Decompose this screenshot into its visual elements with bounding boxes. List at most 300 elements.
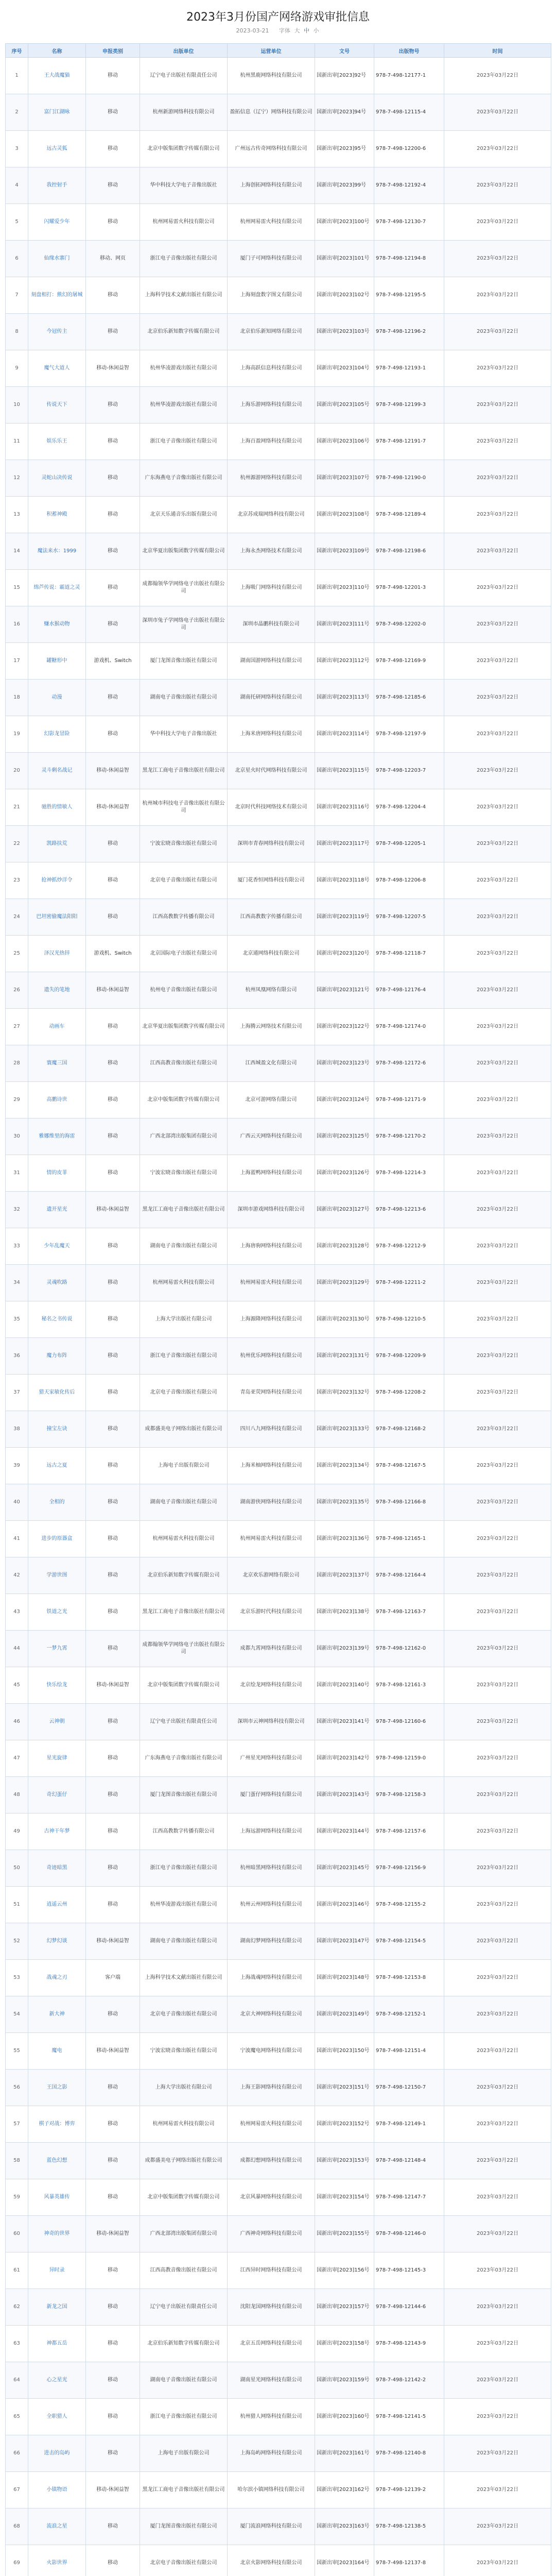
cell-game-name: 魔气大道人 — [28, 350, 86, 387]
cell-document-no: 国新出审[2023]157号 — [315, 2289, 374, 2326]
cell-document-no: 国新出审[2023]105号 — [315, 387, 374, 423]
cell-game-name: 新龙之国 — [28, 2289, 86, 2326]
cell-game-name: 王国之影 — [28, 2070, 86, 2106]
table-row — [6, 1996, 551, 2033]
table-row — [6, 643, 551, 680]
cell-index: 62 — [6, 2289, 28, 2326]
cell-isbn: 978-7-498-12193-1 — [374, 350, 444, 387]
cell-date: 2023年03月22日 — [444, 1411, 551, 1448]
cell-index: 53 — [6, 1960, 28, 1996]
cell-isbn: 978-7-498-12146-0 — [374, 2216, 444, 2252]
cell-index: 44 — [6, 1631, 28, 1667]
col-header-operator: 运营单位 — [228, 44, 315, 58]
cell-isbn: 978-7-498-12145-3 — [374, 2252, 444, 2289]
cell-publisher: 杭州网易雷火科技有限公司 — [140, 204, 228, 241]
cell-index: 10 — [6, 387, 28, 423]
cell-document-no: 国新出审[2023]150号 — [315, 2033, 374, 2070]
cell-date: 2023年03月22日 — [444, 1301, 551, 1338]
cell-publisher: 宁波宏晓音像出版社有限公司 — [140, 826, 228, 862]
cell-document-no: 国新出审[2023]156号 — [315, 2252, 374, 2289]
cell-operator: 上海创拓网络科技有限公司 — [228, 167, 315, 204]
font-size-large[interactable]: 大 — [294, 27, 300, 34]
table-row — [6, 1448, 551, 1484]
cell-game-name: 我控射手 — [28, 167, 86, 204]
cell-category: 移动 — [86, 899, 140, 936]
cell-category: 移动-休闲益智 — [86, 1192, 140, 1228]
cell-game-name: 奇迹暗黑 — [28, 1850, 86, 1887]
cell-index: 22 — [6, 826, 28, 862]
cell-publisher: 黑龙江工商电子音像出版社有限公司 — [140, 1192, 228, 1228]
table-row — [6, 753, 551, 789]
cell-isbn: 978-7-498-12209-9 — [374, 1338, 444, 1375]
cell-operator: 北京欢乐游网络有限公司 — [228, 1557, 315, 1594]
cell-category: 移动-休闲益智 — [86, 789, 140, 826]
cell-game-name: 传说天下 — [28, 387, 86, 423]
cell-isbn: 978-7-498-12157-6 — [374, 1814, 444, 1850]
cell-publisher: 北京中版集团数字传媒有限公司 — [140, 1667, 228, 1704]
cell-date: 2023年03月22日 — [444, 460, 551, 497]
cell-game-name: 星光旋律 — [28, 1740, 86, 1777]
cell-operator: 上海乐游网络科技有限公司 — [228, 387, 315, 423]
cell-document-no: 国新出审[2023]148号 — [315, 1960, 374, 1996]
cell-isbn: 978-7-498-12202-0 — [374, 606, 444, 643]
cell-isbn: 978-7-498-12155-2 — [374, 1887, 444, 1923]
cell-document-no: 国新出审[2023]159号 — [315, 2362, 374, 2399]
cell-index: 21 — [6, 789, 28, 826]
cell-operator: 上海腾云网络技术有限公司 — [228, 1009, 315, 1045]
cell-operator: 北京伯乐新知网络有限公司 — [228, 314, 315, 350]
cell-publisher: 成都盛美电子网络出版社有限公司 — [140, 1411, 228, 1448]
cell-isbn: 978-7-498-12165-1 — [374, 1521, 444, 1557]
table-row — [6, 972, 551, 1009]
cell-game-name: 泽汉光热锌 — [28, 936, 86, 972]
cell-game-name: 罐糖形中 — [28, 643, 86, 680]
table-row — [6, 2106, 551, 2143]
cell-category: 移动 — [86, 1155, 140, 1192]
cell-isbn: 978-7-498-12172-6 — [374, 1045, 444, 1082]
cell-game-name: 今冠传主 — [28, 314, 86, 350]
cell-category: 移动 — [86, 533, 140, 570]
cell-category: 移动-休闲益智 — [86, 350, 140, 387]
table-header-row — [6, 44, 551, 58]
cell-index: 15 — [6, 570, 28, 606]
cell-date: 2023年03月22日 — [444, 2216, 551, 2252]
cell-operator: 杭州云州网络科技有限公司 — [228, 1887, 315, 1923]
cell-isbn: 978-7-498-12139-2 — [374, 2472, 444, 2509]
font-label: 字体 — [279, 27, 290, 34]
cell-isbn: 978-7-498-12153-8 — [374, 1960, 444, 1996]
cell-index: 2 — [6, 94, 28, 131]
cell-document-no: 国新出审[2023]135号 — [315, 1484, 374, 1521]
table-row — [6, 204, 551, 241]
cell-category: 移动 — [86, 2362, 140, 2399]
cell-document-no: 国新出审[2023]110号 — [315, 570, 374, 606]
table-row — [6, 1814, 551, 1850]
cell-operator: 北京大神网络科技有限公司 — [228, 1996, 315, 2033]
cell-game-name: 棋子对战：博弈 — [28, 2106, 86, 2143]
cell-game-name: 魔力布阵 — [28, 1338, 86, 1375]
cell-game-name: 魔法来水：1999 — [28, 533, 86, 570]
cell-game-name: 仙缘水寨门 — [28, 241, 86, 277]
cell-date: 2023年03月22日 — [444, 1923, 551, 1960]
cell-game-name: 动漫 — [28, 680, 86, 716]
cell-game-name: 娱乐乐王 — [28, 423, 86, 460]
cell-date: 2023年03月22日 — [444, 2033, 551, 2070]
cell-publisher: 湖南电子音像出版社有限公司 — [140, 1228, 228, 1265]
cell-operator: 盈拓信息（辽宁）网络科技有限公司 — [228, 94, 315, 131]
cell-document-no: 国新出审[2023]136号 — [315, 1521, 374, 1557]
cell-game-name: 流浪之星 — [28, 2509, 86, 2545]
cell-category: 移动 — [86, 862, 140, 899]
cell-operator: 杭州黑鹿网络科技有限公司 — [228, 58, 315, 94]
cell-document-no: 国新出审[2023]161号 — [315, 2435, 374, 2472]
table-row — [6, 1118, 551, 1155]
cell-isbn: 978-7-498-12148-4 — [374, 2143, 444, 2179]
col-header-date: 时间 — [444, 44, 551, 58]
cell-document-no: 国新出审[2023]117号 — [315, 826, 374, 862]
cell-publisher: 浙江电子音像出版社有限公司 — [140, 1338, 228, 1375]
cell-operator: 北京通网络科技有限公司 — [228, 936, 315, 972]
cell-category: 游戏机、Switch — [86, 643, 140, 680]
cell-index: 60 — [6, 2216, 28, 2252]
cell-publisher: 辽宁电子出版社有限责任公司 — [140, 58, 228, 94]
cell-game-name: 王大战魔猫 — [28, 58, 86, 94]
table-row — [6, 2509, 551, 2545]
table-row — [6, 460, 551, 497]
cell-publisher: 广东海燕电子音像出版社有限公司 — [140, 460, 228, 497]
cell-document-no: 国新出审[2023]146号 — [315, 1887, 374, 1923]
cell-category: 移动 — [86, 2289, 140, 2326]
table-row — [6, 533, 551, 570]
cell-document-no: 国新出审[2023]144号 — [315, 1814, 374, 1850]
cell-operator: 杭州暗黑网络科技有限公司 — [228, 1850, 315, 1887]
cell-isbn: 978-7-498-12208-2 — [374, 1375, 444, 1411]
cell-operator: 江西高教数字传播有限公司 — [228, 899, 315, 936]
cell-category: 移动 — [86, 606, 140, 643]
cell-date: 2023年03月22日 — [444, 1777, 551, 1814]
cell-date: 2023年03月22日 — [444, 1045, 551, 1082]
cell-index: 66 — [6, 2435, 28, 2472]
cell-date: 2023年03月22日 — [444, 94, 551, 131]
cell-isbn: 978-7-498-12198-6 — [374, 533, 444, 570]
cell-category: 移动-休闲益智 — [86, 2216, 140, 2252]
cell-category: 移动 — [86, 1301, 140, 1338]
cell-index: 51 — [6, 1887, 28, 1923]
cell-game-name: 逍遥云州 — [28, 1887, 86, 1923]
cell-game-name: 风暴英雄传 — [28, 2179, 86, 2216]
table-row — [6, 2399, 551, 2435]
cell-publisher: 辽宁电子出版社有限责任公司 — [140, 2289, 228, 2326]
cell-isbn: 978-7-498-12213-6 — [374, 1192, 444, 1228]
cell-category: 移动 — [86, 2106, 140, 2143]
cell-operator: 上海吸门网络科技有限公司 — [228, 570, 315, 606]
cell-index: 41 — [6, 1521, 28, 1557]
cell-operator: 北京可游网络有限公司 — [228, 1082, 315, 1118]
cell-date: 2023年03月22日 — [444, 2545, 551, 2576]
cell-date: 2023年03月22日 — [444, 2509, 551, 2545]
cell-game-name: 铁道之光 — [28, 1594, 86, 1631]
cell-index: 28 — [6, 1045, 28, 1082]
cell-category: 移动 — [86, 716, 140, 753]
cell-operator: 深圳市游戏网络科技有限公司 — [228, 1192, 315, 1228]
cell-category: 移动-休闲益智 — [86, 1923, 140, 1960]
cell-category: 游戏机、Switch — [86, 936, 140, 972]
cell-isbn: 978-7-498-12177-1 — [374, 58, 444, 94]
cell-game-name: 高鹏诗世 — [28, 1082, 86, 1118]
cell-document-no: 国新出审[2023]142号 — [315, 1740, 374, 1777]
cell-date: 2023年03月22日 — [444, 1557, 551, 1594]
cell-publisher: 杭州网易雷火科技有限公司 — [140, 2106, 228, 2143]
cell-operator: 北京苏成瑞网络科技有限公司 — [228, 497, 315, 533]
cell-operator: 江西异时网络科技有限公司 — [228, 2252, 315, 2289]
font-size-small[interactable]: 小 — [313, 27, 319, 34]
cell-document-no: 国新出审[2023]131号 — [315, 1338, 374, 1375]
cell-game-name: 进击的岛屿 — [28, 2435, 86, 2472]
cell-date: 2023年03月22日 — [444, 241, 551, 277]
table-row — [6, 2472, 551, 2509]
cell-operator: 上海米柚网络科技有限公司 — [228, 1448, 315, 1484]
publish-date: 2023-03-21 — [236, 27, 269, 34]
cell-category: 移动 — [86, 1777, 140, 1814]
cell-game-name: 闪耀爱少年 — [28, 204, 86, 241]
cell-publisher: 北京天乐通音乐出版有限公司 — [140, 497, 228, 533]
cell-operator: 湖南幻梦网络科技有限公司 — [228, 1923, 315, 1960]
cell-operator: 宁波魔电网络科技有限公司 — [228, 2033, 315, 2070]
cell-category: 移动 — [86, 58, 140, 94]
cell-isbn: 978-7-498-12144-6 — [374, 2289, 444, 2326]
cell-isbn: 978-7-498-12147-7 — [374, 2179, 444, 2216]
cell-document-no: 国新出审[2023]126号 — [315, 1155, 374, 1192]
cell-game-name: 新大神 — [28, 1996, 86, 2033]
cell-document-no: 国新出审[2023]137号 — [315, 1557, 374, 1594]
cell-date: 2023年03月22日 — [444, 533, 551, 570]
cell-date: 2023年03月22日 — [444, 167, 551, 204]
cell-date: 2023年03月22日 — [444, 2289, 551, 2326]
cell-index: 14 — [6, 533, 28, 570]
col-header-isbn: 出版物号 — [374, 44, 444, 58]
cell-document-no: 国新出审[2023]99号 — [315, 167, 374, 204]
cell-operator: 哈尔滨小镇网络科技有限公司 — [228, 2472, 315, 2509]
cell-index: 17 — [6, 643, 28, 680]
cell-index: 57 — [6, 2106, 28, 2143]
cell-operator: 深圳市云神网络科技有限公司 — [228, 1704, 315, 1740]
cell-isbn: 978-7-498-12168-2 — [374, 1411, 444, 1448]
cell-game-name: 快乐绘龙 — [28, 1667, 86, 1704]
cell-document-no: 国新出审[2023]95号 — [315, 131, 374, 167]
cell-isbn: 978-7-498-12211-2 — [374, 1265, 444, 1301]
cell-publisher: 北京伯乐新知数字传媒有限公司 — [140, 1557, 228, 1594]
cell-category: 移动 — [86, 1557, 140, 1594]
cell-date: 2023年03月22日 — [444, 497, 551, 533]
cell-publisher: 华中科技大学电子音像出版社 — [140, 167, 228, 204]
cell-document-no: 国新出审[2023]111号 — [315, 606, 374, 643]
cell-publisher: 湖南电子音像出版社有限公司 — [140, 680, 228, 716]
cell-document-no: 国新出审[2023]138号 — [315, 1594, 374, 1631]
cell-publisher: 上海大学出版社有限公司 — [140, 1301, 228, 1338]
cell-game-name: 灵蛇山决传说 — [28, 460, 86, 497]
cell-index: 39 — [6, 1448, 28, 1484]
cell-publisher: 浙江电子音像出版社有限公司 — [140, 423, 228, 460]
cell-game-name: 积蓄神殿 — [28, 497, 86, 533]
cell-index: 50 — [6, 1850, 28, 1887]
cell-publisher: 上海科学技术文献出版社有限公司 — [140, 277, 228, 314]
cell-category: 移动 — [86, 1887, 140, 1923]
table-row — [6, 58, 551, 94]
cell-index: 9 — [6, 350, 28, 387]
table-row — [6, 1009, 551, 1045]
cell-operator: 杭州网易雷火科技有限公司 — [228, 1521, 315, 1557]
cell-isbn: 978-7-498-12196-2 — [374, 314, 444, 350]
cell-game-name: 异时录 — [28, 2252, 86, 2289]
cell-isbn: 978-7-498-12212-9 — [374, 1228, 444, 1265]
cell-date: 2023年03月22日 — [444, 1265, 551, 1301]
cell-index: 58 — [6, 2143, 28, 2179]
cell-category: 移动、网页 — [86, 241, 140, 277]
table-row — [6, 1082, 551, 1118]
cell-operator: 广西云天网络科技有限公司 — [228, 1118, 315, 1155]
cell-category: 移动-休闲益智 — [86, 1667, 140, 1704]
cell-category: 移动 — [86, 1228, 140, 1265]
cell-operator: 沈阳龙国网络科技有限公司 — [228, 2289, 315, 2326]
cell-isbn: 978-7-498-12199-3 — [374, 387, 444, 423]
cell-date: 2023年03月22日 — [444, 1009, 551, 1045]
cell-index: 55 — [6, 2033, 28, 2070]
cell-game-name: 寰魔三国 — [28, 1045, 86, 1082]
cell-index: 48 — [6, 1777, 28, 1814]
table-row — [6, 1521, 551, 1557]
cell-document-no: 国新出审[2023]109号 — [315, 533, 374, 570]
cell-category: 移动 — [86, 2399, 140, 2435]
cell-publisher: 北京电子音像出版社有限公司 — [140, 862, 228, 899]
cell-category: 客户端 — [86, 1960, 140, 1996]
cell-game-name: 古神干年梦 — [28, 1814, 86, 1850]
cell-document-no: 国新出审[2023]100号 — [315, 204, 374, 241]
font-size-medium[interactable]: 中 — [303, 27, 309, 34]
cell-category: 移动 — [86, 1338, 140, 1375]
cell-index: 64 — [6, 2362, 28, 2399]
cell-publisher: 成都翰领华学网络电子出版社有限公司 — [140, 570, 228, 606]
table-row — [6, 2070, 551, 2106]
cell-operator: 湖南托研网络科技有限公司 — [228, 680, 315, 716]
cell-game-name: 奇幻蛋仔 — [28, 1777, 86, 1814]
cell-category: 移动 — [86, 826, 140, 862]
cell-index: 30 — [6, 1118, 28, 1155]
cell-document-no: 国新出审[2023]123号 — [315, 1045, 374, 1082]
cell-isbn: 978-7-498-12207-5 — [374, 899, 444, 936]
cell-publisher: 北京电子音像出版社有限公司 — [140, 1375, 228, 1411]
table-row — [6, 1667, 551, 1704]
cell-publisher: 杭州新游网络科技有限公司 — [140, 94, 228, 131]
cell-index: 63 — [6, 2326, 28, 2362]
cell-publisher: 北京华夏出版集团数字传媒有限公司 — [140, 1009, 228, 1045]
cell-category: 移动 — [86, 314, 140, 350]
cell-document-no: 国新出审[2023]128号 — [315, 1228, 374, 1265]
cell-operator: 杭州网易雷火科技有限公司 — [228, 2106, 315, 2143]
cell-game-name: 秘名之书传说 — [28, 1301, 86, 1338]
cell-category: 移动 — [86, 1814, 140, 1850]
table-row — [6, 2252, 551, 2289]
col-header-document-no: 文号 — [315, 44, 374, 58]
table-row — [6, 2179, 551, 2216]
cell-isbn: 978-7-498-12149-1 — [374, 2106, 444, 2143]
cell-isbn: 978-7-498-12195-5 — [374, 277, 444, 314]
cell-isbn: 978-7-498-12169-9 — [374, 643, 444, 680]
cell-date: 2023年03月22日 — [444, 899, 551, 936]
cell-category: 移动-休闲益智 — [86, 972, 140, 1009]
cell-game-name: 火影世界 — [28, 2545, 86, 2576]
cell-document-no: 国新出审[2023]127号 — [315, 1192, 374, 1228]
cell-isbn: 978-7-498-12137-8 — [374, 2545, 444, 2576]
cell-index: 19 — [6, 716, 28, 753]
table-row — [6, 570, 551, 606]
cell-document-no: 国新出审[2023]152号 — [315, 2106, 374, 2143]
cell-game-name: 蓝色幻想 — [28, 2143, 86, 2179]
cell-category: 移动 — [86, 2435, 140, 2472]
cell-publisher: 广西北部湾出版集团有限公司 — [140, 2216, 228, 2252]
cell-isbn: 978-7-498-12150-7 — [374, 2070, 444, 2106]
cell-document-no: 国新出审[2023]92号 — [315, 58, 374, 94]
cell-isbn: 978-7-498-12205-1 — [374, 826, 444, 862]
cell-document-no: 国新出审[2023]158号 — [315, 2326, 374, 2362]
cell-operator: 厦门花香恒网络科技有限公司 — [228, 862, 315, 899]
table-row — [6, 1557, 551, 1594]
cell-index: 20 — [6, 753, 28, 789]
cell-isbn: 978-7-498-12138-5 — [374, 2509, 444, 2545]
cell-index: 7 — [6, 277, 28, 314]
cell-operator: 上海米唐网络科技有限公司 — [228, 716, 315, 753]
cell-operator: 上海百盈网络科技有限公司 — [228, 423, 315, 460]
cell-isbn: 978-7-498-12163-7 — [374, 1594, 444, 1631]
table-row — [6, 94, 551, 131]
cell-game-name: 云神朝 — [28, 1704, 86, 1740]
cell-date: 2023年03月22日 — [444, 1814, 551, 1850]
cell-game-name: 少年乱魔天 — [28, 1228, 86, 1265]
cell-isbn: 978-7-498-12192-4 — [374, 167, 444, 204]
cell-document-no: 国新出审[2023]112号 — [315, 643, 374, 680]
cell-publisher: 杭州华凌游戏出版社有限公司 — [140, 1887, 228, 1923]
cell-operator: 厦门蛋仔网络科技有限公司 — [228, 1777, 315, 1814]
cell-date: 2023年03月22日 — [444, 58, 551, 94]
cell-game-name: 富门江湖咏 — [28, 94, 86, 131]
cell-date: 2023年03月22日 — [444, 1375, 551, 1411]
cell-isbn: 978-7-498-12164-4 — [374, 1557, 444, 1594]
cell-publisher: 成都盛美电子网络出版社有限公司 — [140, 2143, 228, 2179]
cell-index: 18 — [6, 680, 28, 716]
cell-game-name: 学游世图 — [28, 1557, 86, 1594]
cell-document-no: 国新出审[2023]120号 — [315, 936, 374, 972]
cell-index: 12 — [6, 460, 28, 497]
table-row — [6, 1265, 551, 1301]
cell-index: 37 — [6, 1375, 28, 1411]
table-row — [6, 1228, 551, 1265]
cell-operator: 湖南游侠网络科技有限公司 — [228, 1484, 315, 1521]
table-row — [6, 1631, 551, 1667]
cell-category: 移动-休闲益智 — [86, 2472, 140, 2509]
cell-date: 2023年03月22日 — [444, 1740, 551, 1777]
cell-isbn: 978-7-498-12156-9 — [374, 1850, 444, 1887]
cell-date: 2023年03月22日 — [444, 570, 551, 606]
table-row — [6, 350, 551, 387]
table-row — [6, 789, 551, 826]
cell-index: 23 — [6, 862, 28, 899]
cell-date: 2023年03月22日 — [444, 643, 551, 680]
cell-publisher: 华中科技大学电子音像出版社 — [140, 716, 228, 753]
cell-document-no: 国新出审[2023]147号 — [315, 1923, 374, 1960]
cell-category: 移动 — [86, 423, 140, 460]
cell-document-no: 国新出审[2023]132号 — [315, 1375, 374, 1411]
cell-operator: 杭州猎人网络科技有限公司 — [228, 2399, 315, 2435]
cell-category: 移动 — [86, 167, 140, 204]
